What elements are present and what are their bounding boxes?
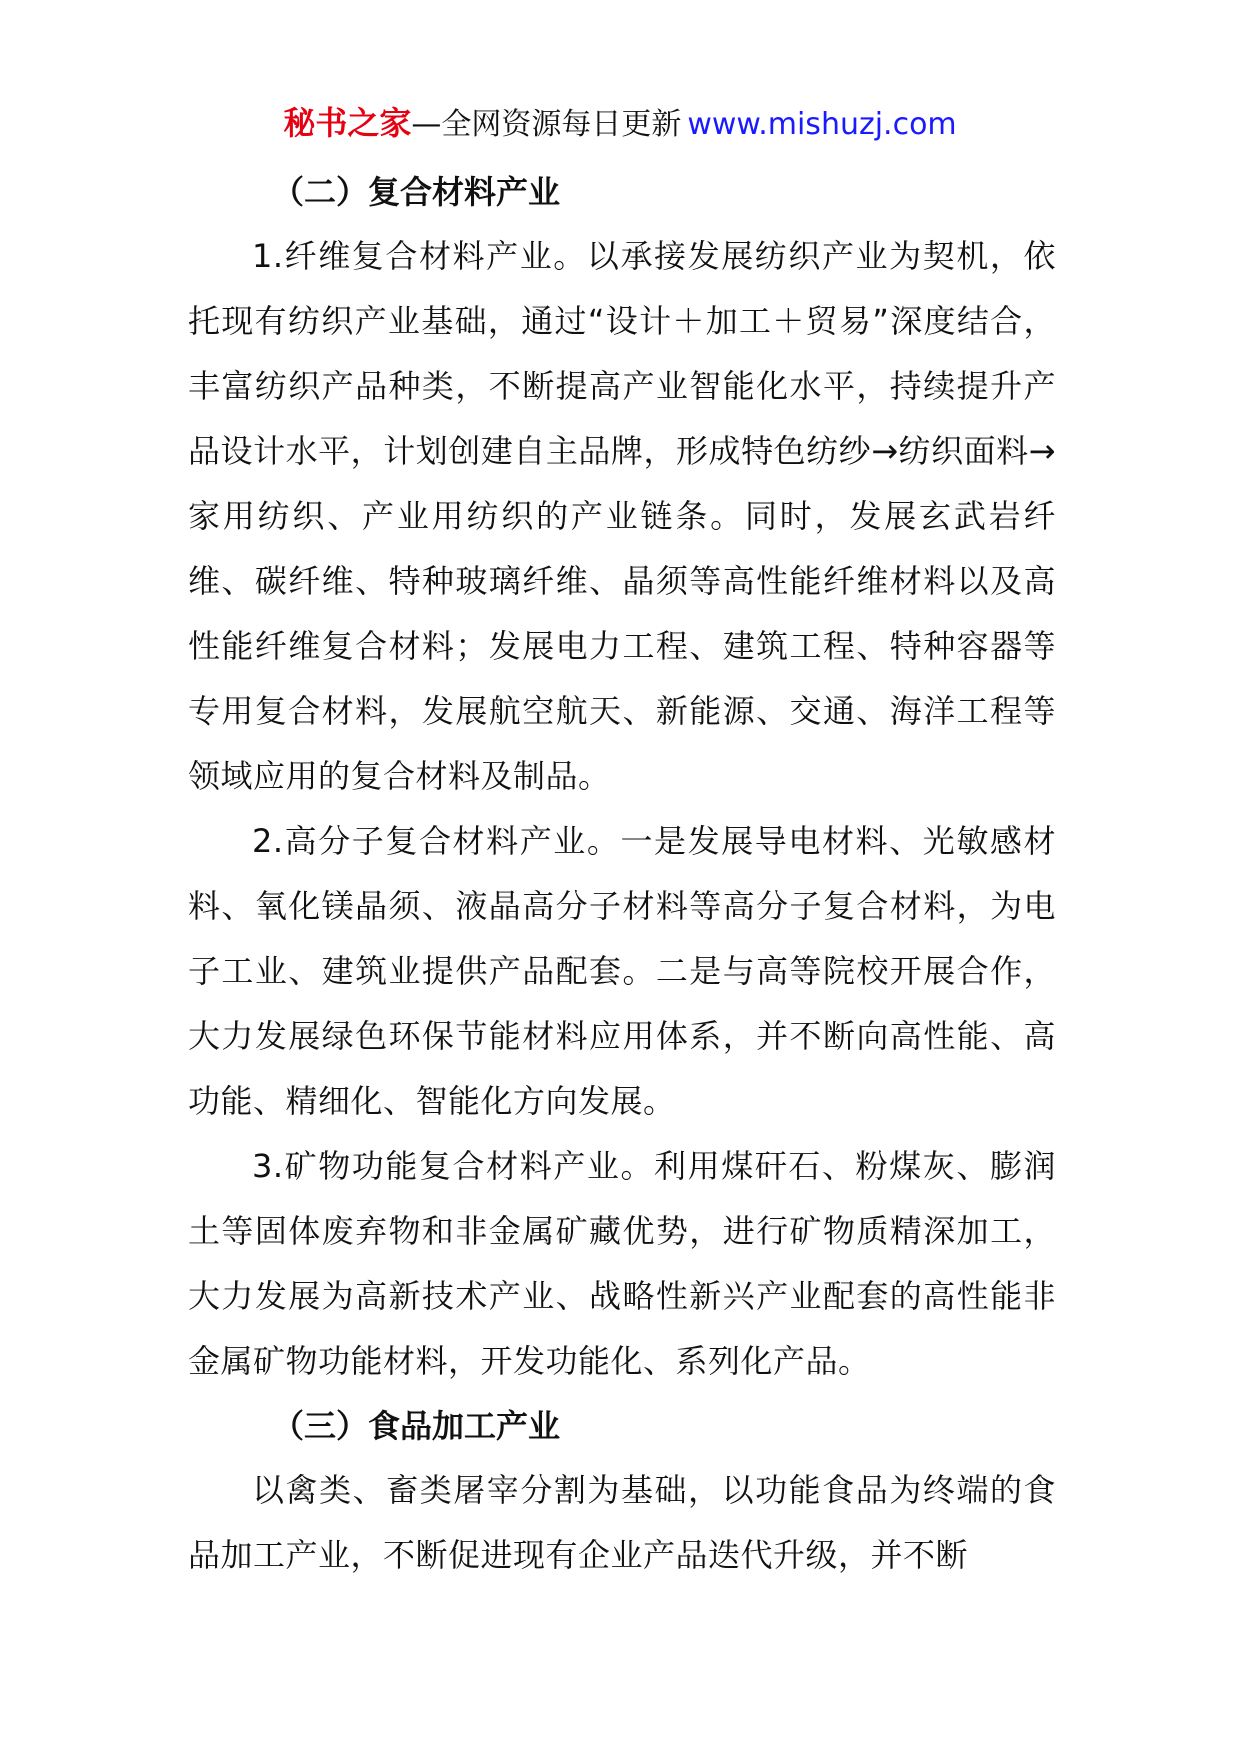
document-body: [188, 160, 1056, 1588]
brand-name: 秘书之家: [283, 104, 412, 142]
paragraph-mineral-composites: 3.矿物功能复合材料产业。利用煤矸石、粉煤灰、膨润土等固体废弃物和非金属矿藏优势，进行矿物质精深加工，大力发展为高新技术产业、战略性新兴产业配套的高性能非金属矿物功能材料，开发功能化、系列化产品。: [188, 1147, 1056, 1380]
section-heading-food-processing: （三）食品加工产业: [272, 1407, 561, 1445]
paragraph-fiber-composites: 1.纤维复合材料产业。以承接发展纺织产业为契机，依托现有纺织产业基础，通过“设计＋加工＋贸易”深度结合，丰富纺织产品种类，不断提高产业智能化水平，持续提升产品设计水平，计划创建自主品牌，形成特色纺纱→纺织面料→家用纺织、产业用纺织的产业链条。同时，发展玄武岩纤维、碳纤维、特种玻璃纤维、晶须等高性能纤维材料以及高性能纤维复合材料；发展电力工程、建筑工程、特种容器等专用复合材料，发展航空航天、新能源、交通、海洋工程等领域应用的复合材料及制品。: [188, 237, 1056, 795]
site-banner: [0, 100, 1240, 148]
paragraph-food-processing: 以禽类、畜类屠宰分割为基础，以功能食品为终端的食品加工产业，不断促进现有企业产品迭代升级，并不断: [188, 1471, 1056, 1574]
section-heading-composite-materials: （二）复合材料产业: [272, 173, 561, 211]
banner-slogan: —全网资源每日更新: [411, 107, 682, 142]
site-url-link[interactable]: www.mishuzj.com: [687, 107, 957, 142]
paragraph-polymer-composites: 2.高分子复合材料产业。一是发展导电材料、光敏感材料、氧化镁晶须、液晶高分子材料等高分子复合材料，为电子工业、建筑业提供产品配套。二是与高等院校开展合作，大力发展绿色环保节能材料应用体系，并不断向高性能、高功能、精细化、智能化方向发展。: [188, 822, 1056, 1120]
